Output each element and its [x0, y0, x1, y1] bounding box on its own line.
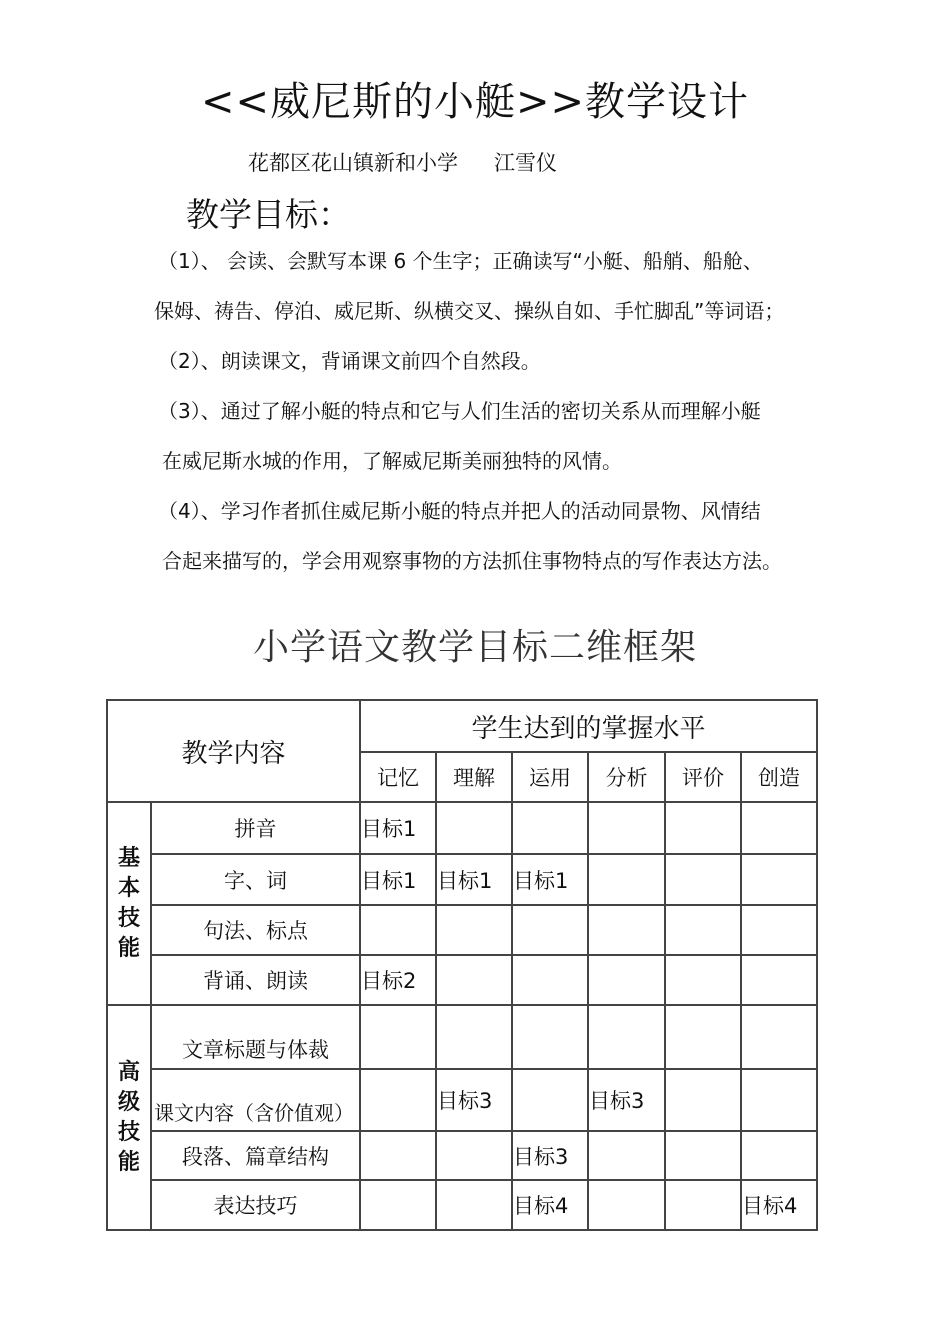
- table-cell: [741, 1005, 817, 1069]
- level-header-cell: 创造: [741, 752, 817, 802]
- group-label-text: [108, 1058, 150, 1178]
- author-line: [248, 148, 557, 178]
- row-label: 表达技巧: [151, 1180, 360, 1230]
- table-cell: [588, 1005, 665, 1069]
- table-cell: 目标2: [360, 955, 436, 1005]
- table-cell: [436, 802, 512, 854]
- level-header-cell: 理解: [436, 752, 512, 802]
- table-cell: [512, 1069, 588, 1131]
- table-cell: 目标3: [588, 1069, 665, 1131]
- table-cell: [360, 1005, 436, 1069]
- level-header-cell: 分析: [588, 752, 665, 802]
- row-label: 句法、标点: [151, 905, 360, 955]
- table-row: [107, 905, 817, 955]
- row-label: 文章标题与体裁: [151, 1005, 360, 1069]
- table-cell: [512, 905, 588, 955]
- level-header-cell: 记忆: [360, 752, 436, 802]
- table-cell: 目标3: [436, 1069, 512, 1131]
- table-cell: [436, 1180, 512, 1230]
- table-cell: [436, 955, 512, 1005]
- table-row: [107, 1005, 817, 1069]
- author-name: 江雪仪: [494, 151, 557, 175]
- table-cell: [512, 802, 588, 854]
- row-label: 背诵、朗读: [151, 955, 360, 1005]
- group-label-basic: [107, 802, 151, 1005]
- table-cell: 目标4: [512, 1180, 588, 1230]
- objective-line: 在威尼斯水城的作用，了解威尼斯美丽独特的风情。: [162, 449, 622, 473]
- table-row: [107, 1069, 817, 1131]
- table-cell: [512, 1005, 588, 1069]
- row-label: 拼音: [151, 802, 360, 854]
- table-cell: [665, 1005, 741, 1069]
- table-cell: [741, 905, 817, 955]
- table-cell: 目标1: [360, 802, 436, 854]
- level-header-cell: 运用: [512, 752, 588, 802]
- table-cell: [665, 1131, 741, 1180]
- row-label: 课文内容（含价值观）: [151, 1069, 360, 1131]
- table-cell: [665, 1069, 741, 1131]
- table-cell: 目标4: [741, 1180, 817, 1230]
- group-label-char: 能: [117, 935, 140, 961]
- table-cell: [588, 1131, 665, 1180]
- table-cell: [665, 1180, 741, 1230]
- table-row: [107, 802, 817, 854]
- framework-table: [106, 699, 818, 1231]
- level-header-cell: 评价: [665, 752, 741, 802]
- table-cell: [588, 802, 665, 854]
- objective-line: （2）、朗读课文，背诵课文前四个自然段。: [158, 349, 541, 373]
- group-label-char: 高: [117, 1059, 140, 1085]
- author-school: 花都区花山镇新和小学: [248, 151, 458, 175]
- table-cell: [741, 955, 817, 1005]
- table-cell: [665, 854, 741, 905]
- table-cell: [512, 955, 588, 1005]
- table-cell: [436, 905, 512, 955]
- content-header: 教学内容: [107, 700, 360, 802]
- table-cell: [360, 1069, 436, 1131]
- table-row: [107, 955, 817, 1005]
- objective-line: （3）、通过了解小艇的特点和它与人们生活的密切关系从而理解小艇: [158, 399, 761, 423]
- table-cell: [436, 1005, 512, 1069]
- row-label: 段落、篇章结构: [151, 1131, 360, 1180]
- table-cell: [588, 854, 665, 905]
- objective-line: （1）、 会读、会默写本课 6 个生字；正确读写“小艇、船艄、船舱、: [158, 249, 763, 273]
- table-cell: 目标1: [436, 854, 512, 905]
- table-cell: 目标1: [360, 854, 436, 905]
- group-label-advanced: [107, 1005, 151, 1230]
- group-label-char: 基: [117, 845, 140, 871]
- table-cell: [588, 955, 665, 1005]
- group-label-char: 级: [117, 1089, 140, 1115]
- objectives-heading: 教学目标：: [186, 195, 351, 234]
- table-cell: [588, 905, 665, 955]
- group-label-char: 技: [117, 1119, 140, 1145]
- table-cell: 目标3: [512, 1131, 588, 1180]
- table-cell: [360, 1131, 436, 1180]
- table-cell: [665, 802, 741, 854]
- table-cell: [360, 905, 436, 955]
- table-cell: [741, 1131, 817, 1180]
- document-title: <<威尼斯的小艇>>教学设计: [200, 79, 750, 125]
- table-row: [107, 1131, 817, 1180]
- objective-line: （4）、学习作者抓住威尼斯小艇的特点并把人的活动同景物、风情结: [158, 499, 761, 523]
- table-cell: [665, 955, 741, 1005]
- objective-line: 保姆、祷告、停泊、威尼斯、纵横交叉、操纵自如、手忙脚乱”等词语；: [154, 299, 785, 323]
- level-header: 学生达到的掌握水平: [360, 700, 817, 752]
- table-cell: [588, 1180, 665, 1230]
- framework-title: 小学语文教学目标二维框架: [252, 627, 697, 668]
- table-row: [107, 1180, 817, 1230]
- group-label-char: 技: [117, 905, 140, 931]
- table-cell: 目标1: [512, 854, 588, 905]
- table-cell: [360, 1180, 436, 1230]
- group-label-text: [108, 844, 150, 964]
- table-cell: [436, 1131, 512, 1180]
- table-cell: [741, 854, 817, 905]
- group-label-char: 能: [117, 1149, 140, 1175]
- table-cell: [741, 802, 817, 854]
- group-label-char: 本: [117, 875, 140, 901]
- table-cell: [741, 1069, 817, 1131]
- table-cell: [665, 905, 741, 955]
- row-label: 字、词: [151, 854, 360, 905]
- table-row: [107, 854, 817, 905]
- objective-line: 合起来描写的，学会用观察事物的方法抓住事物特点的写作表达方法。: [162, 549, 782, 573]
